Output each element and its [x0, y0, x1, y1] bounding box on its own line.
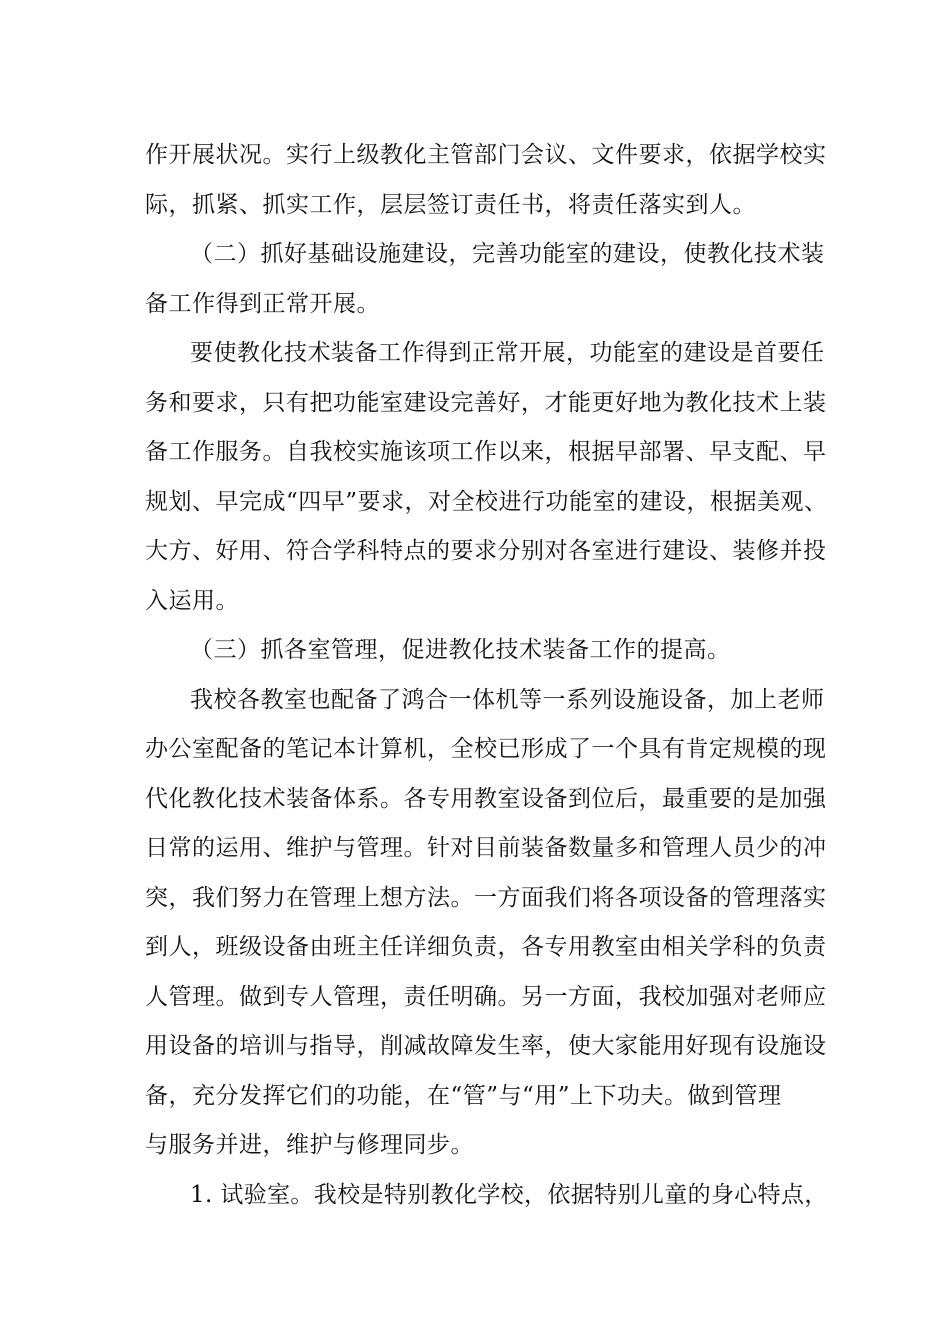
paragraph-line: 到人，班级设备由班主任详细负责，各专用教室由相关学科的负责 [145, 934, 827, 960]
paragraph-line: 用设备的培训与指导，削减故障发生率，使大家能用好现有设施设 [145, 1033, 827, 1059]
section-heading-line: （三）抓各室管理，促进教化技术装备工作的提高。 [190, 637, 731, 663]
paragraph-line: 日常的运用、维护与管理。针对目前装备数量多和管理人员少的冲 [145, 835, 827, 861]
paragraph-line: 规划、早完成“四早”要求，对全校进行功能室的建设，根据美观、 [145, 489, 828, 515]
paragraph-line: 办公室配备的笔记本计算机，全校已形成了一个具有肯定规模的现 [145, 736, 827, 762]
paragraph-line: 备工作服务。自我校实施该项工作以来，根据早部署、早支配、早 [145, 439, 827, 465]
paragraph-line: 作开展状况。实行上级教化主管部门会议、文件要求，依据学校实 [145, 142, 827, 168]
paragraph-line: 际，抓紧、抓实工作，层层签订责任书，将责任落实到人。 [145, 192, 756, 218]
paragraph-line: 大方、好用、符合学科特点的要求分别对各室进行建设、装修并投 [145, 538, 827, 564]
section-heading-line: 备工作得到正常开展。 [145, 291, 380, 317]
paragraph-line: 代化教化技术装备体系。各专用教室设备到位后，最重要的是加强 [145, 786, 827, 812]
paragraph-line: 人管理。做到专人管理，责任明确。另一方面，我校加强对老师应 [145, 984, 827, 1010]
section-heading-line: （二）抓好基础设施建设，完善功能室的建设，使教化技术装 [190, 241, 825, 267]
paragraph-line: 我校各教室也配备了鸿合一体机等一系列设施设备，加上老师 [190, 687, 825, 713]
paragraph-line: 要使教化技术装备工作得到正常开展，功能室的建设是首要任 [190, 340, 825, 366]
paragraph-line: 备，充分发挥它们的功能，在“管”与“用”上下功夫。做到管理 [145, 1083, 782, 1109]
paragraph-line: 务和要求，只有把功能室建设完善好，才能更好地为教化技术上装 [145, 390, 827, 416]
paragraph-line: 入运用。 [145, 588, 239, 614]
numbered-item-line: 1. 试验室。我校是特别教化学校，依据特别儿童的身心特点， [190, 1182, 828, 1208]
paragraph-line: 与服务并进，维护与修理同步。 [145, 1132, 474, 1158]
paragraph-line: 突，我们努力在管理上想方法。一方面我们将各项设备的管理落实 [145, 885, 827, 911]
